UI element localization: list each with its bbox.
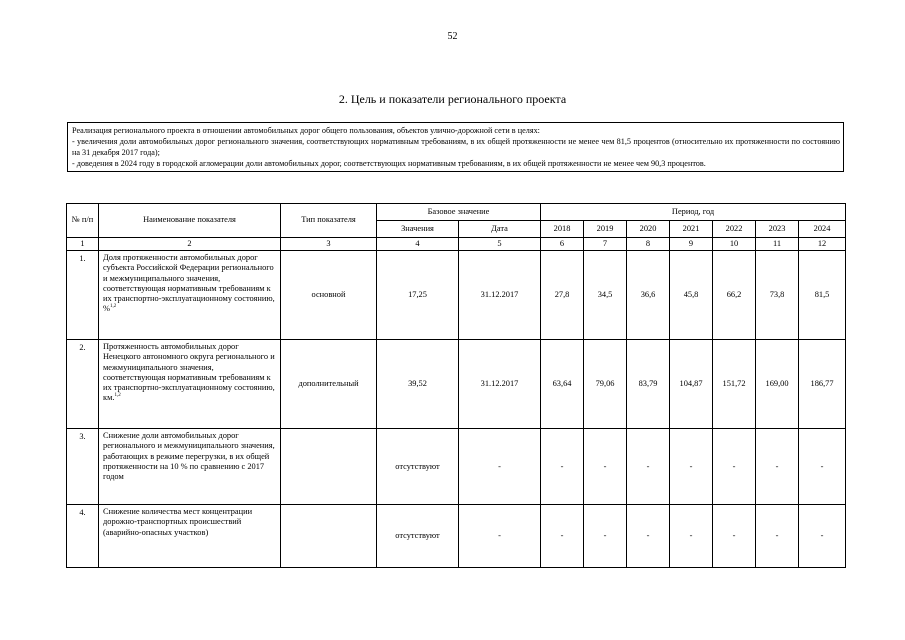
column-number: 4 xyxy=(377,238,459,251)
goal-box xyxy=(67,122,844,172)
row-number: 4. xyxy=(67,505,99,568)
year-value: 27,8 xyxy=(541,251,584,340)
year-value: - xyxy=(541,429,584,505)
base-date: - xyxy=(459,429,541,505)
year-value: - xyxy=(627,505,670,568)
header-base-value: Значения xyxy=(377,221,459,238)
year-value: 83,79 xyxy=(627,340,670,429)
column-number: 6 xyxy=(541,238,584,251)
header-type: Тип показателя xyxy=(281,204,377,238)
base-date: 31.12.2017 xyxy=(459,251,541,340)
year-value: - xyxy=(541,505,584,568)
header-base-date: Дата xyxy=(459,221,541,238)
indicators-table xyxy=(66,203,846,568)
header-base: Базовое значение xyxy=(377,204,541,221)
year-value: 186,77 xyxy=(799,340,846,429)
column-numbers-row xyxy=(67,238,846,251)
section-title: 2. Цель и показатели регионального проекта xyxy=(338,92,567,106)
row-number: 1. xyxy=(67,251,99,340)
row-number: 3. xyxy=(67,429,99,505)
column-number: 3 xyxy=(281,238,377,251)
year-value: - xyxy=(584,429,627,505)
header-year: 2024 xyxy=(799,221,846,238)
year-value: - xyxy=(627,429,670,505)
column-number: 12 xyxy=(799,238,846,251)
year-value: 34,5 xyxy=(584,251,627,340)
header-name: Наименование показателя xyxy=(99,204,281,238)
base-value: отсутствуют xyxy=(377,429,459,505)
column-number: 9 xyxy=(670,238,713,251)
indicator-type: дополнительный xyxy=(281,340,377,429)
row-number: 2. xyxy=(67,340,99,429)
goal-item-1: - увеличения доли автомобильных дорог регионального значения, соответствующих нормативным требованиям, в их общей протяженности не менее чем 81,5 процентов (относительно их протяженности по состоянию на 31 декабря 2017 года); xyxy=(72,137,840,157)
column-number: 1 xyxy=(67,238,99,251)
indicator-name: Снижение количества мест концентрации дорожно-транспортных происшествий (аварийно-опасных участков) xyxy=(99,505,281,568)
indicator-name-text: Протяженность автомобильных дорог Ненецкого автономного округа регионального и межмуниципального значения, соответствующая нормативным требованиям к их транспортно-эксплуатационному состоянию, км. xyxy=(103,342,275,403)
header-year: 2021 xyxy=(670,221,713,238)
indicator-type xyxy=(281,429,377,505)
goal-item-2: - доведения в 2024 году в городской агломерации доли автомобильных дорог, соответствующих нормативным требованиям, в их общей протяженности не менее чем 90,3 процентов. xyxy=(72,159,706,168)
header-num: № п/п xyxy=(67,204,99,238)
table-row xyxy=(67,340,846,429)
header-year: 2023 xyxy=(756,221,799,238)
indicator-type: основной xyxy=(281,251,377,340)
year-value: 36,6 xyxy=(627,251,670,340)
indicator-name: Снижение доли автомобильных дорог регионального и межмуниципального значения, работающих в режиме перегрузки, в их общей протяженности на 10 % по сравнению с 2017 годом xyxy=(99,429,281,505)
footnote-ref: 1,2 xyxy=(114,393,121,399)
base-date: - xyxy=(459,505,541,568)
base-date: 31.12.2017 xyxy=(459,340,541,429)
year-value: - xyxy=(756,505,799,568)
header-period: Период, год xyxy=(541,204,846,221)
base-value: 39,52 xyxy=(377,340,459,429)
header-year: 2022 xyxy=(713,221,756,238)
year-value: - xyxy=(756,429,799,505)
year-value: 169,00 xyxy=(756,340,799,429)
year-value: 81,5 xyxy=(799,251,846,340)
year-value: - xyxy=(799,505,846,568)
table-row xyxy=(67,429,846,505)
indicator-name xyxy=(99,251,281,340)
year-value: 151,72 xyxy=(713,340,756,429)
footnote-ref: 1,2 xyxy=(109,304,117,310)
header-year: 2019 xyxy=(584,221,627,238)
header-year: 2020 xyxy=(627,221,670,238)
table-row xyxy=(67,251,846,340)
year-value: 73,8 xyxy=(756,251,799,340)
year-value: - xyxy=(584,505,627,568)
year-value: 104,87 xyxy=(670,340,713,429)
base-value: отсутствуют xyxy=(377,505,459,568)
table-row xyxy=(67,505,846,568)
column-number: 2 xyxy=(99,238,281,251)
year-value: 66,2 xyxy=(713,251,756,340)
indicator-type xyxy=(281,505,377,568)
goal-intro: Реализация регионального проекта в отношении автомобильных дорог общего пользования, объектов улично-дорожной сети в целях: xyxy=(72,126,540,135)
indicator-name xyxy=(99,340,281,429)
header-year: 2018 xyxy=(541,221,584,238)
column-number: 7 xyxy=(584,238,627,251)
year-value: 79,06 xyxy=(584,340,627,429)
column-number: 11 xyxy=(756,238,799,251)
year-value: 45,8 xyxy=(670,251,713,340)
column-number: 10 xyxy=(713,238,756,251)
year-value: - xyxy=(713,429,756,505)
base-value: 17,25 xyxy=(377,251,459,340)
year-value: - xyxy=(799,429,846,505)
year-value: - xyxy=(713,505,756,568)
page-number: 52 xyxy=(447,31,458,42)
indicator-name-text: Доля протяженности автомобильных дорог субъекта Российской Федерации регионального и межмуниципального значения, соответствующая нормативным требованиям к их транспортно-эксплуатационному состоянию, % xyxy=(103,253,275,314)
column-number: 5 xyxy=(459,238,541,251)
year-value: - xyxy=(670,429,713,505)
year-value: 63,64 xyxy=(541,340,584,429)
year-value: - xyxy=(670,505,713,568)
column-number: 8 xyxy=(627,238,670,251)
